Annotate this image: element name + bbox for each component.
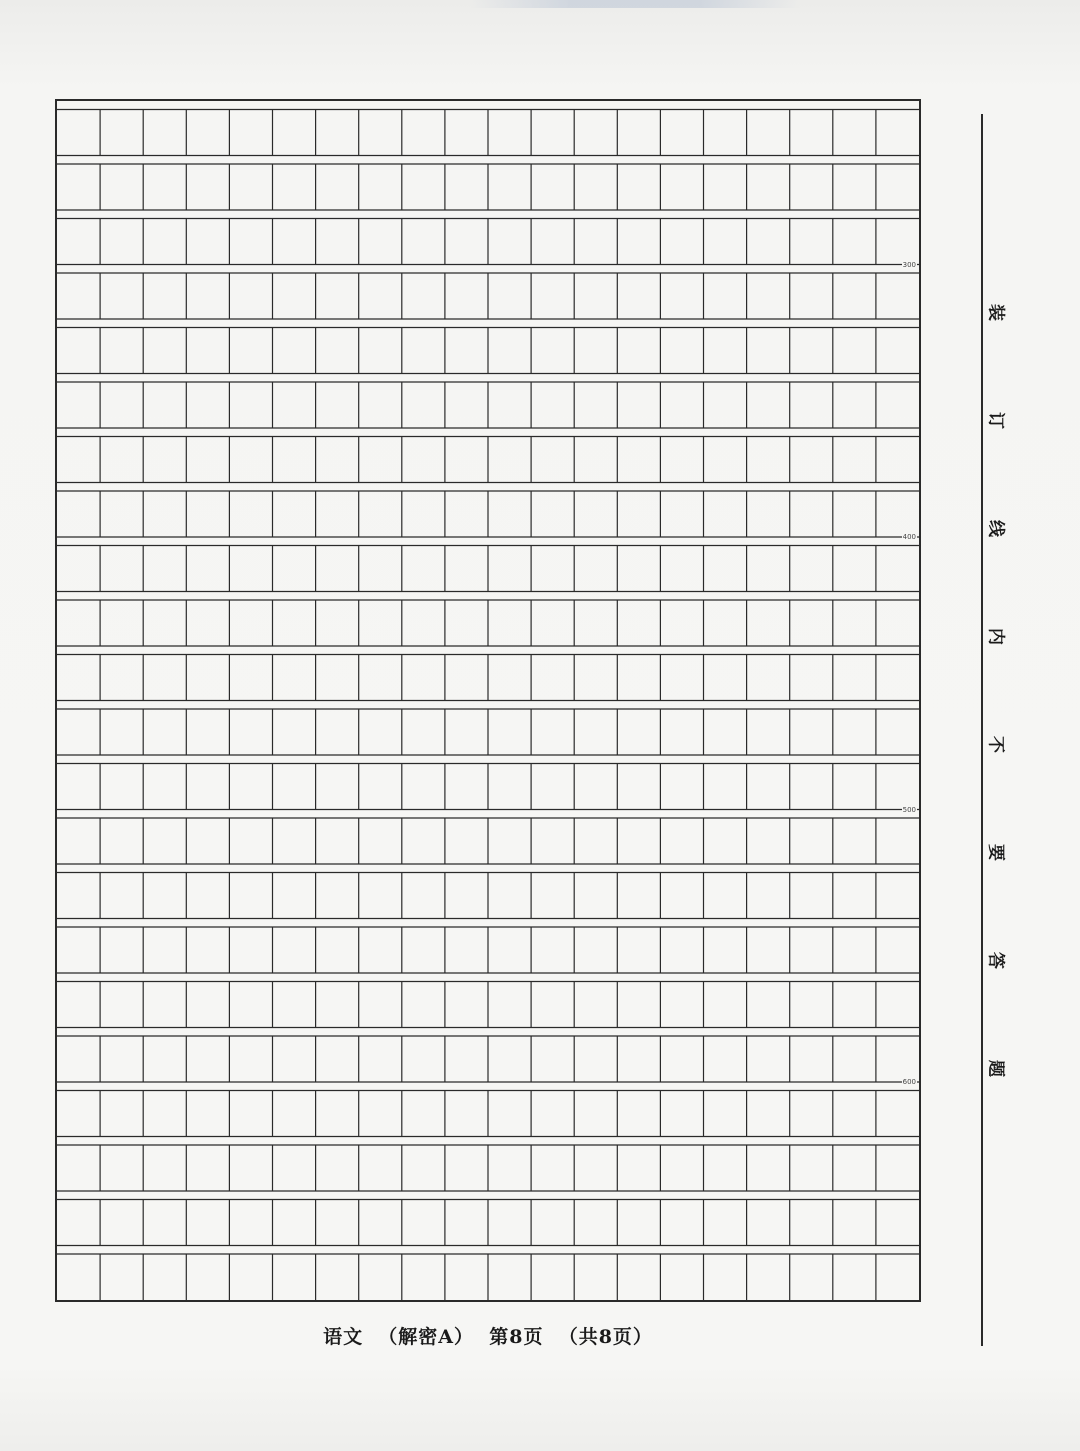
grid-row [57,1191,919,1246]
word-count-mark: 300 [902,260,916,269]
binding-notice-char: 要 [985,844,1006,861]
binding-notice-char: 订 [985,412,1006,429]
binding-notice-char: 不 [985,736,1006,753]
grid-row [57,701,919,756]
binding-notice-char: 内 [985,628,1006,645]
grid-row [57,1246,919,1301]
grid-row [57,1082,919,1137]
binding-notice-char: 题 [985,1060,1006,1077]
word-count-mark: 400 [902,533,916,541]
grid-row [57,864,919,919]
grid-row [57,210,919,265]
binding-notice-char: 装 [985,304,1006,321]
binding-line [981,114,983,1346]
binding-notice [986,300,1010,1140]
word-count-mark: 600 [902,1078,916,1086]
page-footer: 语文 （解密A） 第8页 （共8页） [323,1326,653,1348]
grid-row [57,1028,919,1083]
grid-row [57,428,919,483]
composition-grid [55,99,921,1302]
grid-row [57,646,919,701]
binding-notice-char: 答 [985,952,1006,969]
grid-row [57,156,919,211]
grid-row [57,592,919,647]
grid-row [57,973,919,1028]
grid-row [57,374,919,429]
grid-row [57,755,919,810]
grid-row [57,1137,919,1192]
grid-row [57,919,919,974]
grid-row [57,319,919,374]
grid-row [57,110,919,156]
word-count-mark: 500 [902,805,916,814]
scan-smudge [470,0,800,8]
binding-notice-char: 线 [985,520,1006,537]
grid-canvas [57,101,919,1300]
grid-row [57,810,919,865]
grid-row [57,265,919,320]
grid-row [57,483,919,538]
grid-row [57,537,919,592]
